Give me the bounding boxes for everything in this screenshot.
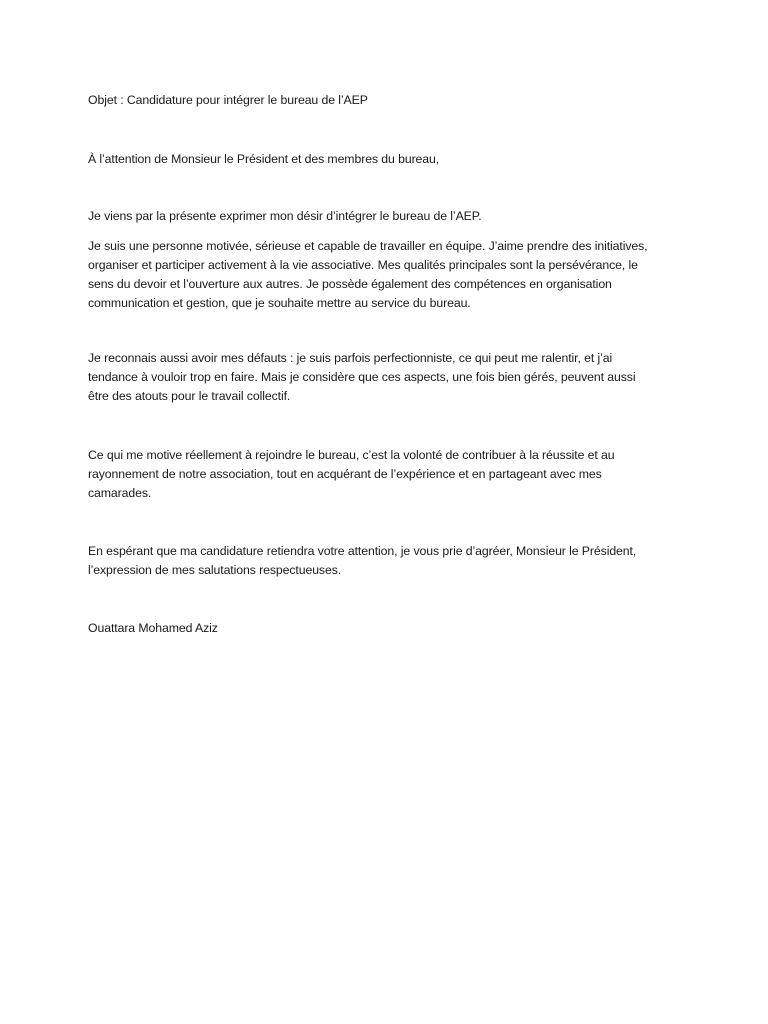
letter-intro bbox=[88, 207, 688, 226]
letter-subject bbox=[88, 91, 688, 110]
signature-name: Ouattara Mohamed Aziz bbox=[88, 621, 218, 635]
paragraph-line: organiser et participer activement à la vie associative. Mes qualités principales sont la persévérance, le bbox=[88, 258, 638, 272]
paragraph-line: communication et gestion, que je souhaite mettre au service du bureau. bbox=[88, 296, 471, 310]
paragraph-qualities bbox=[88, 237, 688, 313]
paragraph-line: tendance à vouloir trop en faire. Mais je considère que ces aspects, une fois bien gérés, peuvent aussi bbox=[88, 370, 636, 384]
paragraph-line: Je reconnais aussi avoir mes défauts : je suis parfois perfectionniste, ce qui peut me ralentir, et j’ai bbox=[88, 351, 613, 365]
letter-closing bbox=[88, 542, 688, 580]
closing-line: En espérant que ma candidature retiendra votre attention, je vous prie d’agréer, Monsieur le Président, bbox=[88, 544, 637, 558]
paragraph-flaws bbox=[88, 349, 688, 406]
paragraph-motivation bbox=[88, 446, 688, 503]
subject-line: Objet : Candidature pour intégrer le bureau de l’AEP bbox=[88, 93, 368, 107]
paragraph-line: camarades. bbox=[88, 486, 152, 500]
paragraph-line: être des atouts pour le travail collectif. bbox=[88, 389, 291, 403]
salutation-line: À l’attention de Monsieur le Président et des membres du bureau, bbox=[88, 152, 440, 166]
letter-salutation bbox=[88, 150, 688, 169]
closing-line: l’expression de mes salutations respectueuses. bbox=[88, 563, 342, 577]
paragraph-line: Ce qui me motive réellement à rejoindre le bureau, c’est la volonté de contribuer à la réussite et au bbox=[88, 448, 615, 462]
paragraph-line: sens du devoir et l’ouverture aux autres. Je possède également des compétences en organisation bbox=[88, 277, 612, 291]
paragraph-line: Je suis une personne motivée, sérieuse et capable de travailler en équipe. J’aime prendre des initiatives, bbox=[88, 239, 648, 253]
letter-signature bbox=[88, 619, 688, 638]
paragraph-line: rayonnement de notre association, tout en acquérant de l’expérience et en partageant avec mes bbox=[88, 467, 602, 481]
intro-line: Je viens par la présente exprimer mon désir d’intégrer le bureau de l’AEP. bbox=[88, 209, 482, 223]
